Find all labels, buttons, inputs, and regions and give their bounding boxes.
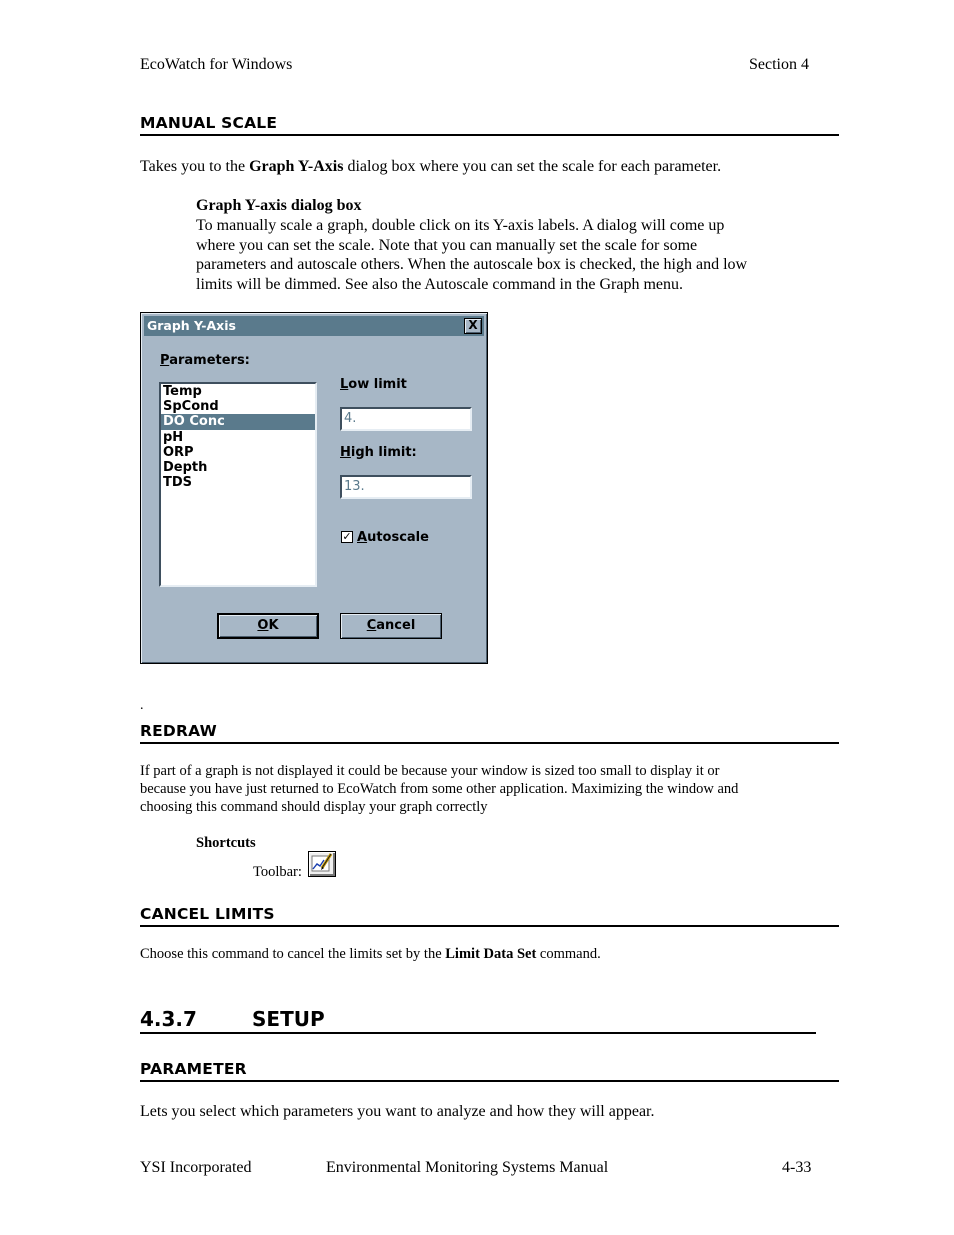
cancel-limits-heading: CANCEL LIMITS bbox=[140, 904, 839, 927]
manual-scale-heading: MANUAL SCALE bbox=[140, 113, 839, 136]
footer-left: YSI Incorporated bbox=[140, 1159, 252, 1176]
parameters-listbox[interactable] bbox=[159, 382, 317, 587]
shortcuts-label: Shortcuts bbox=[196, 835, 256, 851]
stray-dot: . bbox=[140, 698, 144, 713]
list-item[interactable]: pH bbox=[163, 429, 184, 445]
footer-center: Environmental Monitoring Systems Manual bbox=[326, 1159, 609, 1176]
low-limit-input[interactable]: 4. bbox=[340, 407, 472, 431]
dialog-title: Graph Y-Axis bbox=[147, 318, 236, 333]
list-item[interactable]: SpCond bbox=[163, 399, 219, 415]
graph-y-axis-subheading: Graph Y-axis dialog box bbox=[196, 197, 362, 214]
setup-section-heading bbox=[140, 1006, 816, 1034]
cancel-limits-description: Choose this command to cancel the limits set by the Limit Data Set command. bbox=[140, 946, 601, 962]
list-item[interactable]: ORP bbox=[163, 444, 194, 460]
redraw-description: If part of a graph is not displayed it could be because your window is sized too small to display it or because you have just returned to EcoWatch from some other application. Maximizing the window and choosing this command should display your graph correctly bbox=[140, 763, 739, 815]
toolbar-label: Toolbar: bbox=[253, 864, 302, 880]
parameter-heading: PARAMETER bbox=[140, 1059, 839, 1082]
high-limit-label: High limit: bbox=[340, 445, 417, 460]
section-title: SETUP bbox=[252, 1007, 325, 1031]
list-item[interactable]: TDS bbox=[163, 475, 193, 491]
cancel-button[interactable]: Cancel bbox=[340, 613, 442, 639]
parameters-label: Parameters: bbox=[160, 353, 250, 368]
manual-scale-intro: Takes you to the Graph Y-Axis dialog box where you can set the scale for each parameter. bbox=[140, 158, 722, 175]
running-header-left: EcoWatch for Windows bbox=[140, 56, 293, 73]
redraw-heading: REDRAW bbox=[140, 721, 839, 744]
autoscale-label[interactable]: Autoscale bbox=[357, 530, 429, 545]
close-icon[interactable]: X bbox=[464, 318, 482, 334]
section-number: 4.3.7 bbox=[140, 1007, 197, 1031]
list-item[interactable]: Temp bbox=[163, 384, 202, 399]
low-limit-label: Low limit bbox=[340, 377, 407, 392]
redraw-graph-icon bbox=[308, 851, 336, 877]
page-number: 4-33 bbox=[782, 1159, 812, 1176]
ok-button[interactable]: OK bbox=[217, 613, 319, 639]
list-item-selected[interactable]: DO Conc bbox=[161, 414, 315, 429]
list-item[interactable]: Depth bbox=[163, 459, 208, 475]
parameter-description: Lets you select which parameters you want to analyze and how they will appear. bbox=[140, 1103, 655, 1120]
graph-y-axis-description: To manually scale a graph, double click on its Y-axis labels. A dialog will come up where you can set the scale. Note that you can manually set the scale for some parameters and autoscale others. When the autoscale box is checked, the high and low limits will be dimmed. See also the Autoscale command in the Graph menu. bbox=[196, 217, 748, 294]
graph-y-axis-dialog bbox=[140, 312, 488, 664]
dialog-title-bar bbox=[144, 316, 484, 336]
high-limit-input[interactable]: 13. bbox=[340, 475, 472, 499]
autoscale-checkbox[interactable]: ✓ bbox=[342, 530, 352, 543]
running-header-right: Section 4 bbox=[749, 56, 809, 73]
